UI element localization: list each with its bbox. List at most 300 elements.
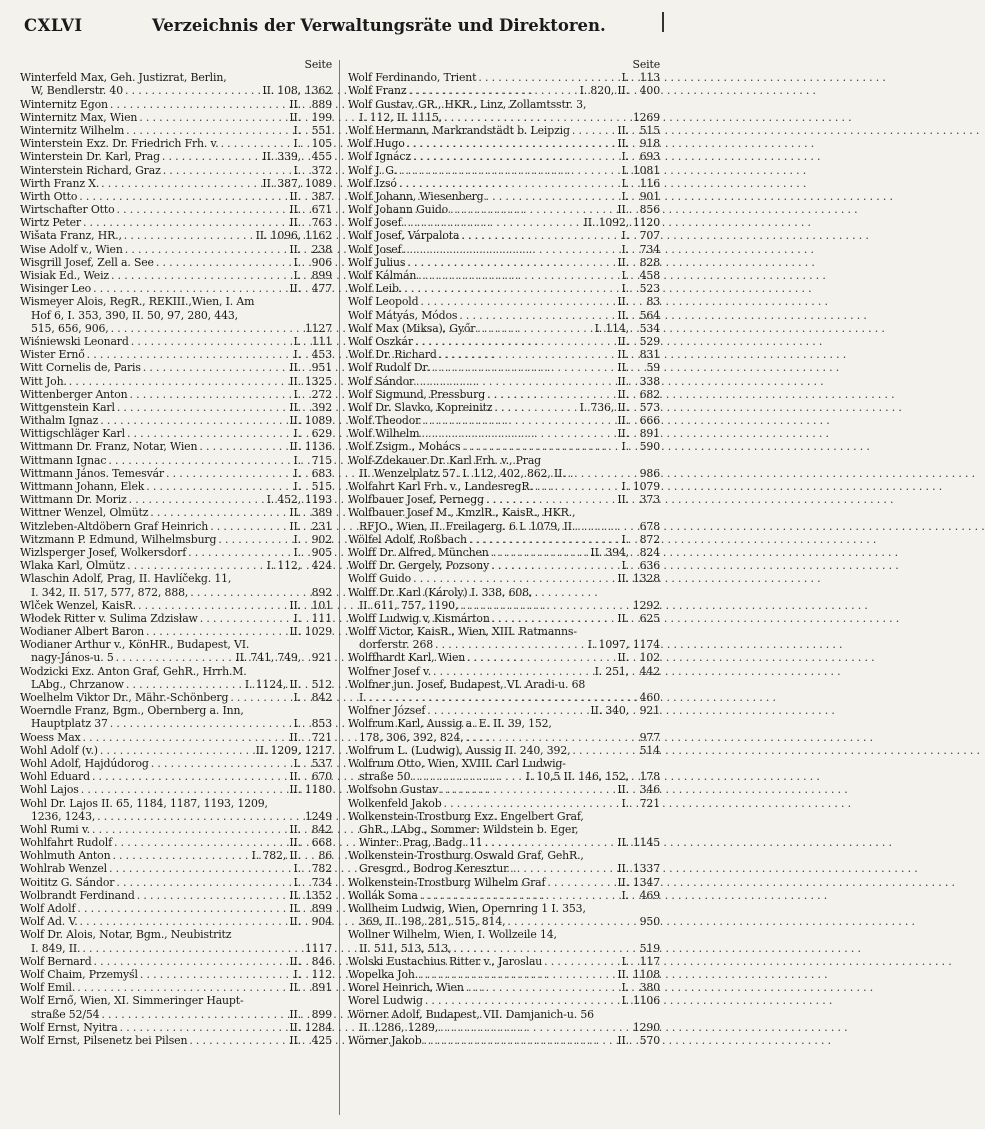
volume-reference: II. (617, 1033, 629, 1047)
entry-text: Wolf Sigmund, Pressburg (348, 387, 486, 401)
index-entry (348, 506, 660, 532)
page-reference: 671 (311, 203, 332, 217)
volume-reference: I. (621, 163, 629, 177)
index-entry (348, 124, 660, 137)
leader-dots (75, 902, 289, 915)
volume-reference: II. (289, 625, 301, 639)
leader-dots (397, 177, 622, 190)
page-title: Verzeichnis der Verwaltungsräte und Direktoren. (152, 16, 606, 35)
index-entry (348, 783, 660, 796)
entry-name (20, 638, 332, 651)
leader-dots (404, 243, 621, 256)
index-entry (20, 454, 332, 467)
page-reference: 1120 (632, 216, 660, 230)
volume-reference: I. (621, 440, 629, 454)
page-reference: 899 (311, 269, 332, 282)
entry-text: Wlček Wenzel, KaisR. (20, 598, 136, 612)
page-reference: 400 (639, 84, 660, 98)
entry-text: Wolf Sándor (348, 374, 415, 388)
volume-reference: I. 736, II. (579, 400, 629, 414)
page-reference: 1108 (632, 967, 660, 981)
volume-reference: I. (621, 888, 629, 902)
entry-name (348, 849, 660, 862)
entry-name (348, 243, 660, 256)
volume-reference: II. (289, 888, 301, 902)
entry-text: Wolf Ferdinando, Trient (348, 71, 477, 85)
entry-text: Wolff Guido (348, 572, 412, 586)
entry-name (348, 256, 660, 269)
index-entry (348, 335, 660, 348)
leader-dots (123, 84, 262, 97)
volume-reference: I. (293, 123, 301, 137)
volume-reference: I. (621, 189, 629, 203)
entry-name (20, 164, 332, 177)
entry-text: Wolf Emil. (20, 981, 76, 995)
volume-reference: I. (293, 348, 301, 362)
leader-dots (228, 691, 293, 704)
leader-dots (85, 348, 294, 361)
entry-name (348, 889, 660, 902)
volume-reference: II. 339, (262, 150, 301, 164)
page-reference: 59 (646, 361, 660, 375)
entry-text: Winternitz Max, Wien (20, 110, 138, 124)
volume-reference: II. (289, 110, 301, 124)
leader-dots (405, 256, 617, 269)
entry-name (20, 427, 332, 440)
index-entry (20, 190, 332, 203)
volume-reference: II. (617, 255, 629, 269)
leader-dots (484, 190, 622, 203)
entry-text: Wolf Adolf (20, 902, 76, 915)
volume-reference: I. (293, 532, 301, 546)
volume-reference: I. 114, (594, 321, 629, 335)
entry-name (348, 955, 660, 968)
leader-dots (137, 111, 289, 124)
leader-dots (465, 651, 617, 664)
leader-dots (438, 783, 617, 796)
volume-reference: I. (621, 242, 629, 256)
entry-text: I. 342, II. 517, 577, 872, 888, (31, 585, 189, 599)
page-reference: 1292 (632, 598, 660, 612)
entry-text: Wolf Dr. Alois, Notar, Bgm., Neubistritz (20, 928, 232, 942)
entry-name (348, 533, 660, 546)
index-entry (348, 625, 660, 651)
page-reference: 1029 (304, 625, 332, 639)
page-reference: 512 (311, 677, 332, 691)
volume-reference: II. (617, 348, 629, 362)
page-reference: 734 (639, 242, 660, 256)
leader-dots (489, 546, 591, 559)
entry-name (348, 797, 660, 810)
volume-reference: II. (289, 361, 301, 375)
page-reference: 537 (311, 756, 332, 770)
entry-name (348, 1034, 660, 1047)
page-reference: 338 (639, 374, 660, 388)
entry-text: Wodzicki Exz. Anton Graf, GehR., Hrrh.M. (20, 664, 247, 678)
page-reference: 629 (311, 427, 332, 441)
index-entry (20, 625, 332, 638)
entry-name (20, 994, 332, 1007)
volume-reference: II. 394, (590, 545, 629, 559)
leader-dots (98, 744, 256, 757)
entry-text: Wölfel Adolf, Roßbach (348, 532, 467, 546)
entry-name (20, 1021, 332, 1034)
index-entry (348, 375, 660, 388)
index-entry (20, 1034, 332, 1047)
volume-reference: I. (621, 282, 629, 296)
entry-text: Wittenberger Anton (20, 387, 128, 401)
entry-name (20, 770, 332, 783)
entry-name (348, 928, 660, 941)
index-entry (20, 520, 332, 533)
page-reference: 1249 (304, 809, 332, 823)
leader-dots (419, 427, 617, 440)
index-entry (348, 295, 660, 308)
volume-reference: I. (293, 387, 301, 401)
entry-text: Wolf Ernst, Nyitra (20, 1020, 118, 1034)
volume-reference: II. (289, 981, 301, 995)
page-reference: 389 (311, 506, 332, 520)
leader-dots (420, 414, 617, 427)
page-reference: 1328 (632, 572, 660, 586)
entry-name (348, 348, 660, 361)
volume-reference: I. (293, 875, 301, 889)
leader-dots (570, 744, 629, 757)
leader-dots (114, 651, 236, 664)
leader-dots (452, 942, 630, 955)
volume-reference: II. (289, 1007, 301, 1021)
page-reference: 101 (311, 598, 332, 612)
index-entry (20, 757, 332, 770)
leader-dots (197, 440, 289, 453)
index-entry (348, 229, 660, 242)
entry-name (348, 388, 660, 401)
entry-name (348, 375, 660, 388)
entry-text: Wolff Dr. Alfred, München (348, 545, 489, 559)
entry-text: Winternitz Egon (20, 97, 108, 111)
entry-text: Wohlrab Wenzel (20, 862, 107, 876)
page-reference: 346 (639, 783, 660, 797)
volume-reference: II. (617, 361, 629, 375)
entry-text: Wolf Leib. (348, 282, 403, 296)
entry-text: Worel Heinrich, Wien (348, 981, 464, 995)
entry-continuation (348, 1021, 660, 1034)
leader-dots (125, 559, 266, 572)
entry-name (20, 744, 332, 757)
index-entry (20, 797, 332, 823)
entry-name (20, 190, 332, 203)
index-entry (348, 216, 660, 229)
leader-dots (118, 1021, 290, 1034)
index-entry (20, 849, 332, 862)
leader-dots (575, 520, 629, 533)
leader-dots (138, 968, 294, 981)
volume-reference: II. (617, 414, 629, 428)
leader-dots (90, 823, 289, 836)
entry-text: Wollák Soma (348, 888, 418, 902)
page-reference: 1290 (632, 1020, 660, 1034)
page-reference: 1136 (304, 440, 332, 454)
volume-reference: II. (289, 400, 301, 414)
index-entry (348, 902, 660, 928)
entry-name (20, 493, 332, 506)
volume-reference: II. (617, 875, 629, 889)
volume-reference: II. 1209, (255, 743, 301, 757)
index-entry (348, 177, 660, 190)
index-entry (20, 638, 332, 664)
entry-text: Wolfahrt Karl Frh. v., LandesregR. (348, 480, 533, 493)
leader-dots (160, 150, 263, 163)
page-reference: 1269 (632, 110, 660, 124)
entry-text: Wohl Adolf (v.) (20, 743, 98, 757)
volume-reference: II. (289, 1020, 301, 1034)
entry-continuation (348, 520, 660, 533)
entry-text: Wittmann Johann, Elek (20, 480, 145, 493)
entry-text: Wolf Dr. Richard (348, 348, 437, 362)
entry-text: Wolf Ernst, Pilsenetz bei Pilsen (20, 1033, 188, 1047)
entry-text: Winternitz Wilhelm (20, 123, 125, 137)
entry-name (348, 401, 660, 414)
leader-dots (485, 388, 617, 401)
entry-name (348, 717, 660, 730)
entry-name (348, 309, 660, 322)
entry-text: Wolkenfeld Jakob (348, 796, 442, 810)
entry-text: Wolf Julius (348, 255, 406, 269)
entry-continuation (348, 731, 660, 744)
page-reference: 372 (311, 163, 332, 177)
page-reference: 551 (311, 123, 332, 137)
entry-name (20, 955, 332, 968)
entry-text: Wolf Hugo (348, 137, 405, 151)
page-reference: 846 (311, 954, 332, 968)
leader-dots (127, 493, 267, 506)
entry-text: Wolfrum Otto, Wien, XVIII. Carl Ludwig- (348, 756, 566, 770)
entry-continuation (20, 717, 332, 730)
entry-name (348, 295, 660, 308)
entry-name (20, 691, 332, 704)
leader-dots (414, 375, 617, 388)
entry-name (20, 335, 332, 348)
page-reference: 523 (639, 282, 660, 296)
entry-text: Wolf Wilhelm (348, 427, 420, 441)
entry-continuation (348, 862, 660, 875)
index-entry (20, 902, 332, 915)
entry-text: Wolfner jun. Josef, Budapest, VI. Aradi-u. 68 (348, 677, 586, 691)
leader-dots (570, 124, 618, 137)
entry-continuation (348, 111, 660, 124)
leader-dots (135, 889, 290, 902)
entry-name (348, 625, 660, 638)
entry-name (20, 915, 332, 928)
entry-continuation (348, 836, 660, 849)
entry-name (348, 665, 660, 678)
page-reference: 380 (639, 981, 660, 995)
volume-reference: I. 782, II. (251, 849, 301, 863)
page-reference: 986 (639, 466, 660, 480)
volume-reference: I. (621, 532, 629, 546)
page-reference: 86 (318, 849, 332, 863)
page-reference: 1079 (632, 480, 660, 493)
page-reference: 921 (311, 651, 332, 665)
leader-dots (545, 876, 617, 889)
entry-continuation (20, 84, 332, 97)
index-entry (20, 124, 332, 137)
entry-text: GhR., LAbg., Sommer: Wildstein b. Eger, (359, 822, 579, 836)
entry-text: Wolf Zsigm., Mohács (348, 440, 461, 454)
entry-name (20, 928, 332, 941)
entry-text: Wisinger Leo (20, 282, 92, 296)
volume-reference: I. (621, 954, 629, 968)
entry-name (348, 810, 660, 823)
page-reference: 515 (311, 480, 332, 493)
page-reference: 625 (639, 611, 660, 625)
entry-text: Winterfeld Max, Geh. Justizrat, Berlin, (20, 71, 227, 85)
volume-reference: II. (617, 427, 629, 441)
leader-dots (476, 71, 621, 84)
leader-dots (90, 770, 289, 783)
entry-name (348, 586, 660, 599)
volume-reference: II. (617, 374, 629, 388)
index-entry (348, 493, 660, 506)
leader-dots (410, 770, 525, 783)
entry-continuation (348, 599, 660, 612)
entry-continuation (20, 678, 332, 691)
entry-name (348, 427, 660, 440)
leader-dots (99, 177, 262, 190)
leader-dots (464, 981, 622, 994)
leader-dots (91, 282, 289, 295)
page-reference: 902 (311, 532, 332, 546)
volume-reference: II. (289, 1033, 301, 1047)
entry-continuation (348, 770, 660, 783)
entry-text: Wittgenstein Karl (20, 400, 115, 414)
entry-text: Wolf Max (Miksa), Győr (348, 321, 476, 335)
volume-reference: II. (289, 374, 301, 388)
entry-continuation (20, 322, 332, 335)
entry-text: Wolfbauer Josef, Pernegg (348, 493, 484, 507)
volume-reference: II. (289, 915, 301, 929)
leader-dots (464, 731, 629, 744)
index-entry (20, 889, 332, 902)
index-entry (20, 111, 332, 124)
margin-mark (662, 12, 664, 32)
index-entry (20, 731, 332, 744)
leader-dots (438, 1021, 629, 1034)
volume-reference: II. (289, 203, 301, 217)
entry-text: Wisiak Ed., Weiz (20, 269, 109, 282)
index-entry (348, 665, 660, 678)
page-reference: 1127 (304, 321, 332, 335)
index-entry (20, 546, 332, 559)
volume-reference: II. (289, 822, 301, 836)
index-entry (348, 414, 660, 427)
page-reference: 636 (639, 559, 660, 573)
volume-reference: II. (289, 730, 301, 744)
entry-text: Wirth Franz X. (20, 176, 100, 190)
entry-name (20, 876, 332, 889)
entry-name (20, 111, 332, 124)
page-reference: 842 (311, 691, 332, 704)
leader-dots (148, 506, 289, 519)
entry-text: Winterstein Dr. Karl, Prag (20, 150, 160, 164)
entry-name (348, 1008, 660, 1021)
entry-text: Wirtz Peter (20, 216, 81, 230)
leader-dots (114, 203, 289, 216)
page-reference: 231 (311, 519, 332, 533)
entry-continuation (20, 651, 332, 664)
page-reference: 721 (311, 730, 332, 744)
entry-text: Wolfner József (348, 704, 426, 718)
entry-text: straße 52/54 (31, 1007, 100, 1021)
page-reference: 782 (311, 862, 332, 876)
index-entry (20, 137, 332, 150)
entry-text: Wišata Franz, HR., (20, 229, 122, 243)
entry-text: Wlaka Karl, Olmütz (20, 559, 126, 573)
entry-text: Woess Max (20, 730, 81, 744)
entry-name (348, 361, 660, 374)
leader-dots (467, 533, 622, 546)
index-entry (348, 717, 660, 743)
entry-text: Winterstein Exz. Dr. Friedrich Frh. v. (20, 137, 219, 151)
index-entry (20, 665, 332, 691)
entry-text: Wolski Eustachius Ritter v., Jaroslau (348, 954, 543, 968)
index-entry (20, 243, 332, 256)
leader-dots (423, 994, 622, 1007)
entry-name (20, 797, 332, 810)
leader-dots (416, 269, 621, 282)
page-reference: 856 (639, 203, 660, 217)
page-reference: 682 (639, 387, 660, 401)
volume-reference: II. (289, 440, 301, 454)
entry-text: RFJO., Wien, II. Freilagerg. 6 I. 1079, II. (359, 519, 576, 533)
page-reference: 734 (311, 875, 332, 889)
index-entry (348, 704, 660, 717)
index-entry (20, 282, 332, 295)
entry-text: 1236, 1243, (31, 809, 96, 823)
leader-dots (459, 229, 621, 242)
index-entry (348, 71, 660, 84)
index-entry (348, 243, 660, 256)
entry-continuation (348, 942, 660, 955)
entry-text: Wolf Josef, Várpalota (348, 229, 460, 243)
entry-text: Wolff Ludwig v, Kismárton (348, 611, 490, 625)
volume-reference: I. (293, 717, 301, 731)
index-entry (20, 335, 332, 348)
index-entry (348, 533, 660, 546)
page-reference: 272 (311, 387, 332, 401)
volume-reference: II. 340, (590, 704, 629, 718)
index-entry (20, 467, 332, 480)
leader-dots (402, 282, 621, 295)
volume-reference: I. 452, (266, 493, 301, 507)
index-entry (20, 269, 332, 282)
page-reference: 392 (311, 400, 332, 414)
page-reference: 102 (639, 651, 660, 665)
volume-reference: I. (621, 994, 629, 1008)
entry-name (20, 98, 332, 111)
entry-name (20, 229, 332, 242)
page-reference: 901 (639, 189, 660, 203)
entry-text: I. 849, II. (31, 941, 81, 955)
volume-reference: II. (617, 783, 629, 797)
page-reference: 529 (639, 334, 660, 348)
volume-reference: I. (621, 559, 629, 573)
index-entry (20, 823, 332, 836)
entry-text: Wlaschin Adolf, Prag, II. Havlíčekg. 11, (20, 572, 232, 586)
entry-name (20, 388, 332, 401)
index-entry (20, 928, 332, 954)
entry-text: Wittmann Ignac (20, 453, 107, 467)
